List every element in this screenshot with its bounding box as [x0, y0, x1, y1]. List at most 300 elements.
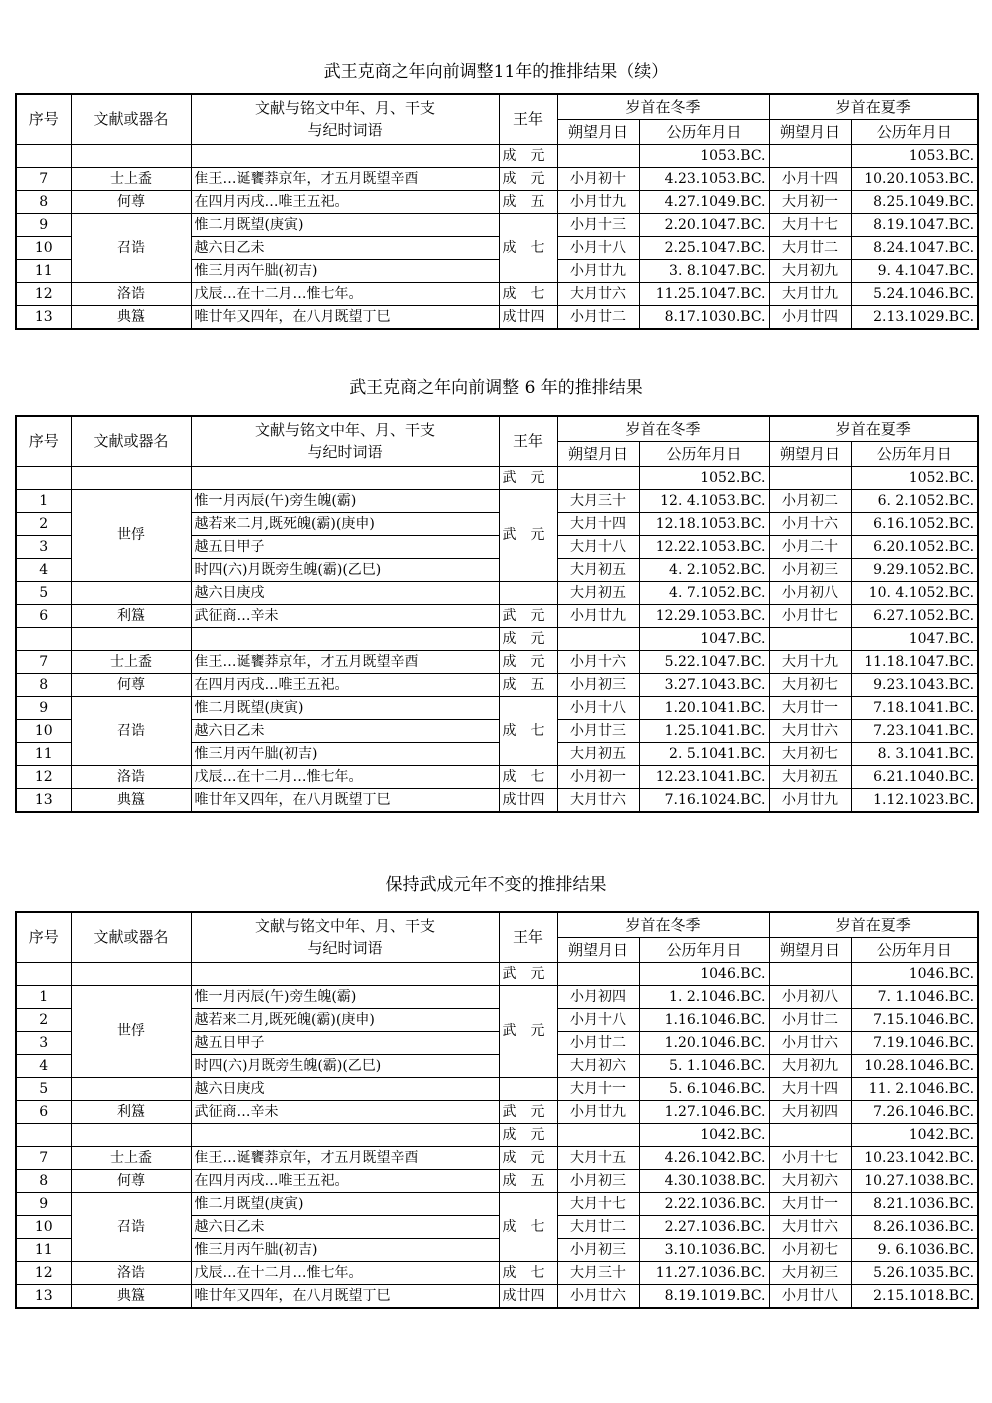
cell-text: 越六日乙未	[191, 719, 499, 742]
table-row	[16, 213, 978, 236]
table-row	[16, 1284, 978, 1308]
cell-text: 越六日乙未	[191, 236, 499, 259]
cell-seq: 11	[16, 1238, 71, 1261]
cell-winter-lunar: 小月初一	[557, 765, 639, 788]
cell-summer-date: 5.26.1035.BC.	[851, 1261, 978, 1284]
cell-winter-date: 2. 5.1041.BC.	[639, 742, 769, 765]
cell-doc	[71, 1123, 191, 1146]
cell-doc: 何尊	[71, 1169, 191, 1192]
cell-summer-lunar: 小月十七	[769, 1146, 851, 1169]
cell-winter-date: 4. 7.1052.BC.	[639, 581, 769, 604]
cell-summer-date: 8.26.1036.BC.	[851, 1215, 978, 1238]
cell-summer-date: 11.18.1047.BC.	[851, 650, 978, 673]
header-seq: 序号	[16, 912, 71, 962]
cell-summer-date: 2.15.1018.BC.	[851, 1284, 978, 1308]
cell-winter-date: 8.17.1030.BC.	[639, 305, 769, 329]
cell-doc	[71, 144, 191, 167]
cell-winter-date: 1042.BC.	[639, 1123, 769, 1146]
cell-winter-date: 12.23.1041.BC.	[639, 765, 769, 788]
cell-winter-lunar: 大月三十	[557, 489, 639, 512]
cell-summer-lunar: 大月廿一	[769, 1192, 851, 1215]
cell-text: 越六日乙未	[191, 1215, 499, 1238]
table-row	[16, 489, 978, 512]
cell-text: 隹王…诞饔莽京年，才五月既望辛酉	[191, 167, 499, 190]
cell-seq: 12	[16, 765, 71, 788]
cell-seq: 1	[16, 489, 71, 512]
cell-winter-date: 2.27.1036.BC.	[639, 1215, 769, 1238]
cell-doc	[71, 581, 191, 604]
cell-winter-date: 4.23.1053.BC.	[639, 167, 769, 190]
cell-year: 成 七	[499, 213, 557, 282]
cell-summer-date: 1053.BC.	[851, 144, 978, 167]
cell-winter-date: 2.22.1036.BC.	[639, 1192, 769, 1215]
table-row	[16, 1077, 978, 1100]
cell-year: 成 七	[499, 765, 557, 788]
header-year: 王年	[499, 94, 557, 144]
cell-summer-date: 8.24.1047.BC.	[851, 236, 978, 259]
cell-text: 越六日庚戌	[191, 581, 499, 604]
cell-doc: 利簋	[71, 1100, 191, 1123]
cell-text: 惟二月既望(庚寅)	[191, 696, 499, 719]
table-row	[16, 1123, 978, 1146]
header-lunar: 朔望月日	[769, 441, 851, 466]
cell-summer-date: 6.27.1052.BC.	[851, 604, 978, 627]
cell-doc: 典簋	[71, 1284, 191, 1308]
table-row	[16, 788, 978, 812]
table-row	[16, 1261, 978, 1284]
cell-winter-date: 1.27.1046.BC.	[639, 1100, 769, 1123]
cell-year	[499, 1077, 557, 1100]
header-greg: 公历年月日	[639, 441, 769, 466]
cell-text: 武征商…辛未	[191, 604, 499, 627]
header-lunar: 朔望月日	[557, 441, 639, 466]
cell-doc	[71, 962, 191, 985]
cell-seq: 8	[16, 1169, 71, 1192]
cell-summer-date: 1046.BC.	[851, 962, 978, 985]
cell-winter-lunar: 小月廿二	[557, 1031, 639, 1054]
cell-seq: 12	[16, 282, 71, 305]
table-row	[16, 144, 978, 167]
cell-winter-date: 1046.BC.	[639, 962, 769, 985]
cell-seq: 1	[16, 985, 71, 1008]
table-row	[16, 604, 978, 627]
table-row	[16, 650, 978, 673]
header-greg: 公历年月日	[851, 119, 978, 144]
cell-summer-lunar: 大月初九	[769, 259, 851, 282]
cell-seq: 4	[16, 1054, 71, 1077]
cell-summer-lunar: 大月廿六	[769, 719, 851, 742]
cell-summer-lunar: 大月廿六	[769, 1215, 851, 1238]
cell-seq	[16, 962, 71, 985]
cell-winter-date: 8.19.1019.BC.	[639, 1284, 769, 1308]
cell-year: 成 五	[499, 1169, 557, 1192]
cell-summer-date: 1052.BC.	[851, 466, 978, 489]
header-lunar: 朔望月日	[557, 119, 639, 144]
cell-winter-date: 12.29.1053.BC.	[639, 604, 769, 627]
cell-summer-date: 5.24.1046.BC.	[851, 282, 978, 305]
header-row	[16, 94, 978, 119]
header-greg: 公历年月日	[851, 441, 978, 466]
cell-winter-lunar: 小月初十	[557, 167, 639, 190]
cell-summer-date: 7.26.1046.BC.	[851, 1100, 978, 1123]
cell-text: 惟一月丙辰(午)旁生魄(霸)	[191, 985, 499, 1008]
cell-year: 成 元	[499, 627, 557, 650]
cell-text: 在四月丙戌…唯王五祀。	[191, 1169, 499, 1192]
header-text: 文献与铭文中年、月、干支 与纪时词语	[191, 416, 499, 466]
cell-summer-lunar: 大月初六	[769, 1169, 851, 1192]
result-table-1	[15, 93, 979, 330]
cell-doc: 召诰	[71, 1192, 191, 1261]
header-year: 王年	[499, 912, 557, 962]
cell-summer-lunar: 小月廿二	[769, 1008, 851, 1031]
cell-summer-lunar: 大月廿一	[769, 696, 851, 719]
cell-seq: 6	[16, 604, 71, 627]
header-row	[16, 912, 978, 937]
table-row	[16, 765, 978, 788]
cell-summer-date: 8.21.1036.BC.	[851, 1192, 978, 1215]
cell-winter-lunar	[557, 1123, 639, 1146]
header-doc: 文献或器名	[71, 94, 191, 144]
cell-winter-date: 4.26.1042.BC.	[639, 1146, 769, 1169]
cell-year: 成 元	[499, 144, 557, 167]
cell-seq: 10	[16, 236, 71, 259]
cell-doc: 世俘	[71, 489, 191, 581]
cell-winter-lunar: 小月廿九	[557, 604, 639, 627]
header-winter: 岁首在冬季	[557, 416, 769, 441]
cell-summer-date: 6.21.1040.BC.	[851, 765, 978, 788]
table-row	[16, 1146, 978, 1169]
cell-seq: 13	[16, 788, 71, 812]
cell-seq: 7	[16, 650, 71, 673]
table-row	[16, 190, 978, 213]
cell-text: 隹王…诞饔莽京年，才五月既望辛酉	[191, 650, 499, 673]
cell-summer-date: 1047.BC.	[851, 627, 978, 650]
cell-winter-date: 11.27.1036.BC.	[639, 1261, 769, 1284]
cell-seq: 13	[16, 305, 71, 329]
table-row	[16, 985, 978, 1008]
cell-text: 惟三月丙午朏(初吉)	[191, 742, 499, 765]
cell-seq	[16, 466, 71, 489]
cell-winter-lunar: 大月廿六	[557, 788, 639, 812]
cell-seq: 5	[16, 581, 71, 604]
cell-year: 武 元	[499, 1100, 557, 1123]
cell-summer-lunar: 大月初五	[769, 765, 851, 788]
cell-seq: 11	[16, 259, 71, 282]
header-greg: 公历年月日	[639, 119, 769, 144]
cell-year: 成 元	[499, 1123, 557, 1146]
cell-seq: 10	[16, 719, 71, 742]
cell-seq: 9	[16, 1192, 71, 1215]
cell-summer-date: 7.19.1046.BC.	[851, 1031, 978, 1054]
header-summer: 岁首在夏季	[769, 94, 978, 119]
cell-summer-date: 10.28.1046.BC.	[851, 1054, 978, 1077]
cell-winter-lunar: 大月十七	[557, 1192, 639, 1215]
cell-summer-lunar: 小月廿六	[769, 1031, 851, 1054]
cell-seq: 5	[16, 1077, 71, 1100]
cell-text: 在四月丙戌…唯王五祀。	[191, 190, 499, 213]
cell-winter-date: 7.16.1024.BC.	[639, 788, 769, 812]
header-year: 王年	[499, 416, 557, 466]
cell-winter-lunar: 小月廿六	[557, 1284, 639, 1308]
cell-summer-date: 10.20.1053.BC.	[851, 167, 978, 190]
cell-winter-date: 11.25.1047.BC.	[639, 282, 769, 305]
cell-summer-lunar: 小月廿九	[769, 788, 851, 812]
cell-winter-lunar: 小月初四	[557, 985, 639, 1008]
cell-seq	[16, 144, 71, 167]
cell-doc	[71, 1077, 191, 1100]
cell-seq: 3	[16, 535, 71, 558]
cell-summer-lunar: 小月初三	[769, 558, 851, 581]
cell-winter-lunar: 大月三十	[557, 1261, 639, 1284]
header-winter: 岁首在冬季	[557, 94, 769, 119]
table-row	[16, 1192, 978, 1215]
cell-winter-date: 12.22.1053.BC.	[639, 535, 769, 558]
result-table-3	[15, 911, 979, 1309]
table-row	[16, 1169, 978, 1192]
cell-doc: 洛诰	[71, 282, 191, 305]
cell-year: 成 元	[499, 1146, 557, 1169]
cell-seq: 13	[16, 1284, 71, 1308]
cell-summer-date: 8.19.1047.BC.	[851, 213, 978, 236]
cell-summer-lunar: 小月廿七	[769, 604, 851, 627]
cell-text	[191, 627, 499, 650]
cell-winter-lunar: 大月十八	[557, 535, 639, 558]
header-lunar: 朔望月日	[557, 937, 639, 962]
cell-seq	[16, 627, 71, 650]
cell-seq: 9	[16, 213, 71, 236]
cell-summer-date: 6. 2.1052.BC.	[851, 489, 978, 512]
cell-winter-date: 5. 6.1046.BC.	[639, 1077, 769, 1100]
cell-summer-lunar: 小月初八	[769, 581, 851, 604]
cell-summer-lunar: 大月初七	[769, 673, 851, 696]
cell-summer-lunar: 大月十四	[769, 1077, 851, 1100]
table-row	[16, 305, 978, 329]
cell-doc: 洛诰	[71, 765, 191, 788]
cell-doc: 典簋	[71, 788, 191, 812]
cell-winter-lunar	[557, 144, 639, 167]
cell-summer-lunar: 小月十六	[769, 512, 851, 535]
cell-seq: 6	[16, 1100, 71, 1123]
cell-year: 成 五	[499, 673, 557, 696]
cell-doc: 士上盉	[71, 1146, 191, 1169]
cell-summer-date: 6.16.1052.BC.	[851, 512, 978, 535]
cell-text: 唯廿年又四年，在八月既望丁巳	[191, 1284, 499, 1308]
cell-winter-lunar	[557, 962, 639, 985]
cell-winter-date: 3.10.1036.BC.	[639, 1238, 769, 1261]
cell-winter-date: 1.16.1046.BC.	[639, 1008, 769, 1031]
cell-year: 成 七	[499, 282, 557, 305]
cell-doc: 何尊	[71, 190, 191, 213]
cell-summer-lunar	[769, 627, 851, 650]
cell-winter-date: 1.25.1041.BC.	[639, 719, 769, 742]
cell-text: 武征商…辛未	[191, 1100, 499, 1123]
cell-summer-date: 9. 4.1047.BC.	[851, 259, 978, 282]
cell-winter-lunar: 小月廿二	[557, 305, 639, 329]
cell-summer-lunar: 小月廿八	[769, 1284, 851, 1308]
cell-summer-lunar: 大月廿二	[769, 236, 851, 259]
cell-year: 武 元	[499, 466, 557, 489]
cell-winter-lunar: 大月廿六	[557, 282, 639, 305]
cell-text: 戊辰…在十二月…惟七年。	[191, 765, 499, 788]
cell-winter-lunar: 小月十八	[557, 236, 639, 259]
cell-summer-lunar: 大月初三	[769, 1261, 851, 1284]
cell-summer-lunar: 大月初四	[769, 1100, 851, 1123]
cell-summer-date: 7.15.1046.BC.	[851, 1008, 978, 1031]
header-doc: 文献或器名	[71, 416, 191, 466]
cell-text	[191, 962, 499, 985]
table-row	[16, 1100, 978, 1123]
table-title-3: 保持武成元年不变的推排结果	[385, 875, 607, 895]
cell-doc: 洛诰	[71, 1261, 191, 1284]
cell-text: 越若来二月,既死魄(霸)(庚申)	[191, 1008, 499, 1031]
table-row	[16, 167, 978, 190]
cell-summer-lunar	[769, 144, 851, 167]
cell-winter-lunar	[557, 466, 639, 489]
table-row	[16, 673, 978, 696]
cell-seq: 9	[16, 696, 71, 719]
cell-winter-date: 4. 2.1052.BC.	[639, 558, 769, 581]
cell-year: 成廿四	[499, 305, 557, 329]
cell-winter-lunar: 小月十八	[557, 696, 639, 719]
header-lunar: 朔望月日	[769, 119, 851, 144]
cell-summer-date: 9.29.1052.BC.	[851, 558, 978, 581]
cell-summer-lunar: 小月廿四	[769, 305, 851, 329]
cell-winter-lunar: 小月初三	[557, 1238, 639, 1261]
cell-summer-lunar: 大月廿九	[769, 282, 851, 305]
cell-summer-lunar: 小月二十	[769, 535, 851, 558]
cell-winter-date: 4.30.1038.BC.	[639, 1169, 769, 1192]
header-seq: 序号	[16, 94, 71, 144]
header-greg: 公历年月日	[851, 937, 978, 962]
cell-text: 隹王…诞饔莽京年，才五月既望辛酉	[191, 1146, 499, 1169]
cell-summer-lunar: 小月初八	[769, 985, 851, 1008]
cell-text: 惟一月丙辰(午)旁生魄(霸)	[191, 489, 499, 512]
cell-year: 武 元	[499, 489, 557, 581]
cell-year: 武 元	[499, 985, 557, 1077]
cell-winter-date: 5.22.1047.BC.	[639, 650, 769, 673]
cell-text: 越六日庚戌	[191, 1077, 499, 1100]
cell-winter-lunar: 小月廿九	[557, 1100, 639, 1123]
cell-summer-lunar	[769, 1123, 851, 1146]
header-text: 文献与铭文中年、月、干支 与纪时词语	[191, 94, 499, 144]
header-seq: 序号	[16, 416, 71, 466]
cell-summer-date: 8.25.1049.BC.	[851, 190, 978, 213]
cell-winter-date: 1.20.1046.BC.	[639, 1031, 769, 1054]
cell-text	[191, 144, 499, 167]
cell-doc	[71, 466, 191, 489]
cell-winter-lunar: 小月十三	[557, 213, 639, 236]
cell-winter-lunar: 大月十四	[557, 512, 639, 535]
cell-text: 越若来二月,既死魄(霸)(庚申)	[191, 512, 499, 535]
cell-text: 越五日甲子	[191, 1031, 499, 1054]
cell-text: 惟二月既望(庚寅)	[191, 213, 499, 236]
cell-summer-lunar: 大月十七	[769, 213, 851, 236]
header-text: 文献与铭文中年、月、干支 与纪时词语	[191, 912, 499, 962]
header-lunar: 朔望月日	[769, 937, 851, 962]
cell-doc: 何尊	[71, 673, 191, 696]
cell-text: 戊辰…在十二月…惟七年。	[191, 1261, 499, 1284]
cell-doc: 利簋	[71, 604, 191, 627]
cell-year: 成 七	[499, 1261, 557, 1284]
cell-text: 唯廿年又四年，在八月既望丁巳	[191, 305, 499, 329]
cell-summer-date: 9.23.1043.BC.	[851, 673, 978, 696]
result-table-2	[15, 415, 979, 813]
cell-doc: 士上盉	[71, 650, 191, 673]
table-row	[16, 627, 978, 650]
table-row	[16, 581, 978, 604]
cell-seq: 7	[16, 167, 71, 190]
cell-winter-lunar: 小月十八	[557, 1008, 639, 1031]
cell-winter-lunar: 小月廿九	[557, 190, 639, 213]
cell-text: 惟三月丙午朏(初吉)	[191, 1238, 499, 1261]
cell-text: 唯廿年又四年，在八月既望丁巳	[191, 788, 499, 812]
cell-year: 成 五	[499, 190, 557, 213]
cell-doc: 召诰	[71, 696, 191, 765]
table-title-1: 武王克商之年向前调整11年的推排结果（续）	[323, 62, 669, 82]
cell-summer-date: 6.20.1052.BC.	[851, 535, 978, 558]
header-doc: 文献或器名	[71, 912, 191, 962]
cell-year: 成 元	[499, 650, 557, 673]
cell-seq: 2	[16, 512, 71, 535]
cell-summer-date: 1042.BC.	[851, 1123, 978, 1146]
cell-seq: 10	[16, 1215, 71, 1238]
cell-text: 越五日甲子	[191, 535, 499, 558]
cell-winter-lunar: 大月初五	[557, 581, 639, 604]
cell-winter-date: 1047.BC.	[639, 627, 769, 650]
cell-text	[191, 466, 499, 489]
cell-summer-lunar: 大月初七	[769, 742, 851, 765]
cell-text	[191, 1123, 499, 1146]
cell-doc: 士上盉	[71, 167, 191, 190]
cell-summer-date: 2.13.1029.BC.	[851, 305, 978, 329]
header-greg: 公历年月日	[639, 937, 769, 962]
cell-year: 成 七	[499, 696, 557, 765]
cell-summer-lunar: 小月十四	[769, 167, 851, 190]
cell-doc: 典簋	[71, 305, 191, 329]
cell-summer-date: 9. 6.1036.BC.	[851, 1238, 978, 1261]
cell-winter-date: 1052.BC.	[639, 466, 769, 489]
table-row	[16, 282, 978, 305]
cell-seq: 2	[16, 1008, 71, 1031]
cell-winter-lunar: 小月廿九	[557, 259, 639, 282]
header-summer: 岁首在夏季	[769, 416, 978, 441]
cell-summer-date: 7. 1.1046.BC.	[851, 985, 978, 1008]
cell-text: 惟三月丙午朏(初吉)	[191, 259, 499, 282]
cell-winter-date: 12.18.1053.BC.	[639, 512, 769, 535]
cell-winter-lunar: 大月十一	[557, 1077, 639, 1100]
cell-winter-lunar	[557, 627, 639, 650]
cell-summer-lunar: 大月十九	[769, 650, 851, 673]
cell-summer-lunar: 大月初一	[769, 190, 851, 213]
cell-doc: 世俘	[71, 985, 191, 1077]
cell-winter-date: 5. 1.1046.BC.	[639, 1054, 769, 1077]
cell-text: 戊辰…在十二月…惟七年。	[191, 282, 499, 305]
cell-winter-lunar: 大月初五	[557, 742, 639, 765]
cell-seq: 11	[16, 742, 71, 765]
table-row	[16, 466, 978, 489]
cell-winter-date: 1.20.1041.BC.	[639, 696, 769, 719]
cell-year: 成 元	[499, 167, 557, 190]
cell-winter-date: 12. 4.1053.BC.	[639, 489, 769, 512]
cell-seq: 8	[16, 190, 71, 213]
cell-summer-date: 11. 2.1046.BC.	[851, 1077, 978, 1100]
cell-winter-lunar: 大月十五	[557, 1146, 639, 1169]
cell-year: 武 元	[499, 604, 557, 627]
cell-summer-lunar	[769, 962, 851, 985]
cell-summer-lunar	[769, 466, 851, 489]
cell-winter-date: 1053.BC.	[639, 144, 769, 167]
cell-winter-date: 3.27.1043.BC.	[639, 673, 769, 696]
